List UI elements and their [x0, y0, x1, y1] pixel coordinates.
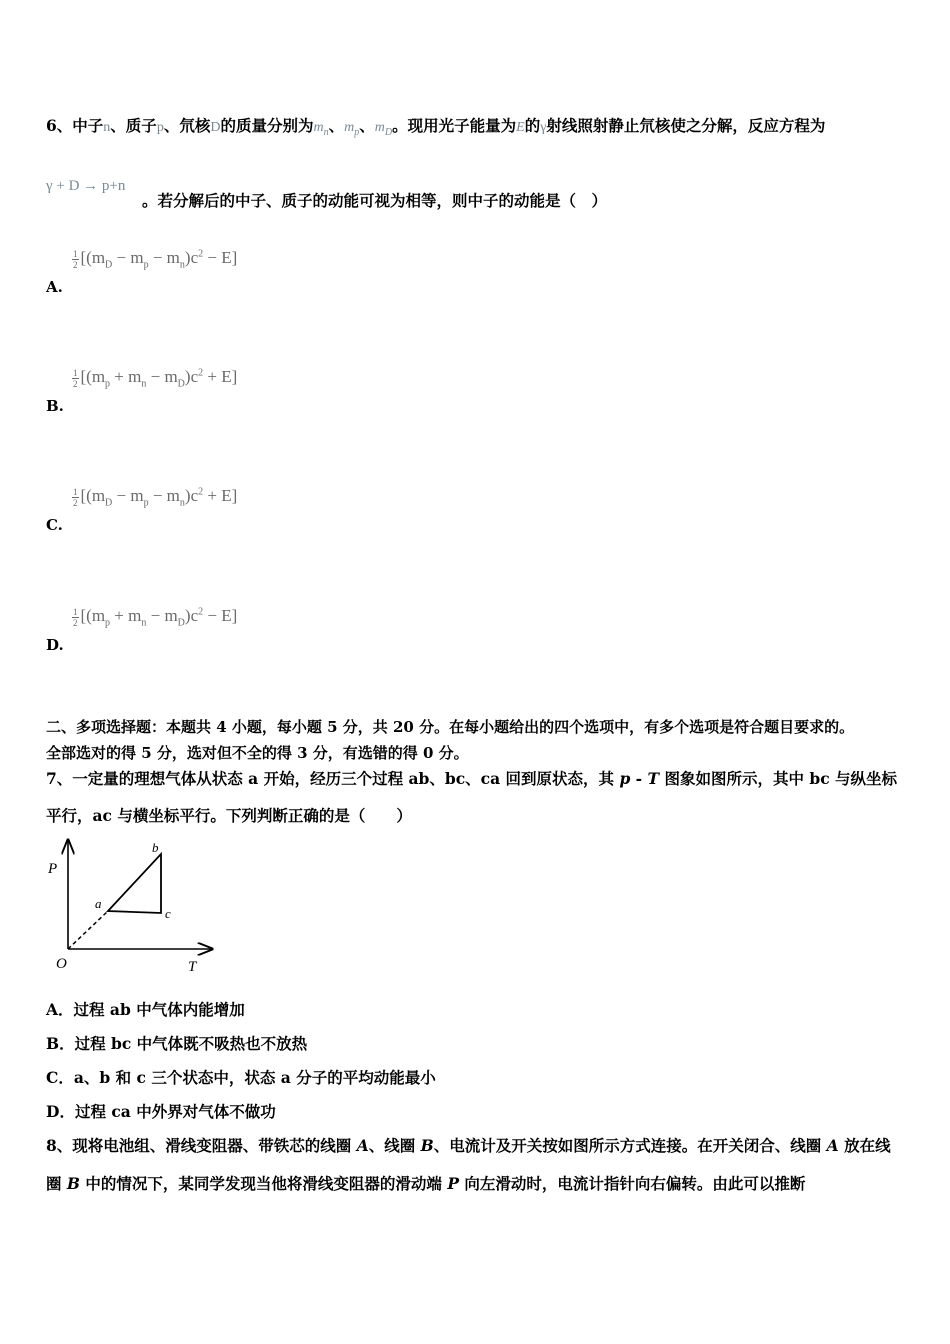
q8-text: 8、现将电池组、滑线变阻器、带铁芯的线圈 — [46, 1136, 357, 1155]
q7-stem-line1 — [46, 767, 897, 789]
fraction-denominator: 2 — [73, 259, 78, 270]
mass-mp — [344, 120, 360, 138]
q8-text: 中的情况下，某同学发现当他将滑线变阻器的滑动端 — [80, 1174, 448, 1193]
option-text: 过程 ab 中气体内能增加 — [73, 1000, 245, 1019]
q6-option-a-formula — [72, 248, 237, 270]
formula-part: − E] — [203, 248, 238, 267]
q6-option-c-formula — [72, 486, 237, 508]
formula-sub: p — [143, 259, 149, 271]
q7-option-d[interactable] — [46, 1100, 276, 1122]
mass-subscript: n — [323, 126, 329, 138]
formula-part: )c — [184, 486, 199, 505]
fraction-numerator: 1 — [73, 606, 78, 617]
fraction-denominator: 2 — [73, 378, 78, 389]
q6-text: 、质子 — [110, 116, 157, 135]
mass-subscript: p — [354, 126, 360, 138]
energy-symbol: E — [516, 120, 525, 135]
pt-graph-label: p - T — [619, 769, 660, 788]
formula-part: + E] — [203, 367, 238, 386]
formula-part: − m — [112, 248, 144, 267]
q8-text: 、线圈 — [368, 1136, 421, 1155]
q8-stem-line1 — [46, 1134, 891, 1156]
separator: 、 — [328, 116, 345, 135]
deuteron-symbol: D — [210, 120, 221, 135]
q6-text: 。现用光子能量为 — [392, 116, 517, 135]
formula-part: )c — [184, 606, 199, 625]
q6-stem-line1 — [46, 114, 825, 138]
option-text: a、b 和 c 三个状态中，状态 a 分子的平均动能最小 — [73, 1068, 436, 1087]
option-letter: D． — [46, 1102, 75, 1121]
origin-label: O — [56, 956, 67, 972]
half-fraction — [72, 487, 79, 508]
formula-part: + m — [110, 606, 142, 625]
formula-sub: n — [141, 378, 147, 390]
half-fraction — [72, 607, 79, 628]
formula-part: + E] — [203, 486, 238, 505]
q6-option-d-letter[interactable]: D. — [46, 636, 64, 654]
point-a-label: a — [95, 896, 102, 911]
formula-sup: 2 — [198, 486, 204, 498]
q8-stem-line2 — [46, 1172, 805, 1194]
formula-sub: p — [143, 497, 149, 509]
q7-stem-line2: 平行，ac 与横坐标平行。下列判断正确的是（ ） — [46, 806, 412, 825]
formula-part: − m — [148, 486, 180, 505]
q7-text: 图象如图所示，其中 bc 与纵坐标 — [659, 769, 898, 788]
formula-sup: 2 — [198, 367, 204, 379]
q8-text: 、电流计及开关按如图所示方式连接。在开关闭合、线圈 — [433, 1136, 827, 1155]
section2-instructions-line1: 二、多项选择题：本题共 4 小题，每小题 5 分，共 20 分。在每小题给出的四个选项中，有多个选项是符合题目要求的。 — [46, 718, 855, 736]
formula-part: [(m — [80, 486, 106, 505]
reaction-equation: γ + D → p+n — [46, 178, 126, 194]
q6-option-d-formula — [72, 606, 237, 628]
mass-md — [374, 120, 393, 138]
formula-part: + m — [110, 367, 142, 386]
fraction-numerator: 1 — [73, 367, 78, 378]
formula-sub: n — [141, 617, 147, 629]
coil-a-label: A — [826, 1136, 839, 1155]
slider-p-label: P — [447, 1174, 459, 1193]
fraction-denominator: 2 — [73, 617, 78, 628]
q6-option-c-letter[interactable]: C. — [46, 516, 63, 534]
formula-part: − m — [146, 367, 178, 386]
formula-part: − m — [148, 248, 180, 267]
point-b-label: b — [152, 840, 159, 855]
q6-equation — [46, 176, 125, 195]
q7-text: 7、一定量的理想气体从状态 a 开始，经历三个过程 ab、bc、ca 回到原状态，其 — [46, 769, 620, 788]
formula-sup: 2 — [198, 248, 204, 260]
q6-text: 、氘核 — [163, 116, 211, 135]
section2-instructions-line2: 全部选对的得 5 分，选对但不全的得 3 分，有选错的得 0 分。 — [46, 744, 469, 762]
formula-sup: 2 — [198, 606, 204, 618]
formula-part: − E] — [203, 606, 238, 625]
formula-part: [(m — [80, 606, 106, 625]
mass-letter: m — [313, 120, 324, 135]
coil-b-label: B — [420, 1136, 434, 1155]
formula-part: )c — [184, 248, 199, 267]
fraction-numerator: 1 — [73, 248, 78, 259]
proton-symbol: p — [156, 120, 164, 135]
abc-cycle-triangle — [108, 854, 161, 913]
option-letter: A． — [46, 1000, 74, 1019]
q6-text: 射线照射静止氘核使之分解，反应方程为 — [546, 116, 826, 135]
formula-sub: D — [177, 378, 185, 390]
formula-sub: n — [179, 497, 185, 509]
q6-text: 6、中子 — [46, 116, 104, 135]
q6-option-b-formula — [72, 367, 237, 389]
q7-option-b[interactable] — [46, 1032, 307, 1054]
formula-part: − m — [146, 606, 178, 625]
mass-mn — [313, 120, 329, 138]
formula-part: − m — [112, 486, 144, 505]
formula-sub: D — [105, 497, 113, 509]
coil-a-label: A — [356, 1136, 369, 1155]
q7-option-c[interactable] — [46, 1066, 436, 1088]
q8-text: 放在线 — [838, 1136, 891, 1155]
option-letter: C． — [46, 1068, 74, 1087]
point-c-label: c — [165, 906, 171, 921]
fraction-numerator: 1 — [73, 486, 78, 497]
gamma-symbol: γ — [540, 120, 547, 135]
formula-sub: D — [177, 617, 185, 629]
option-text: 过程 ca 中外界对气体不做功 — [74, 1102, 276, 1121]
option-letter: B． — [46, 1034, 75, 1053]
q6-option-a-letter[interactable]: A. — [46, 278, 63, 296]
formula-sub: p — [105, 617, 111, 629]
separator: 、 — [359, 116, 375, 135]
q6-option-b-letter[interactable]: B. — [46, 397, 64, 415]
q6-text: 的质量分别为 — [220, 116, 314, 135]
formula-part: )c — [184, 367, 199, 386]
formula-sub: p — [105, 378, 111, 390]
neutron-symbol: n — [103, 120, 111, 135]
formula-part: [(m — [80, 248, 106, 267]
mass-letter: m — [374, 120, 385, 135]
option-text: 过程 bc 中气体既不吸热也不放热 — [74, 1034, 308, 1053]
half-fraction — [72, 249, 79, 270]
fraction-denominator: 2 — [73, 497, 78, 508]
q7-option-a[interactable] — [46, 998, 245, 1020]
formula-sub: n — [179, 259, 185, 271]
q8-text: 圈 — [46, 1174, 67, 1193]
q6-text: 的 — [524, 116, 541, 135]
origin-dashed-line — [68, 911, 108, 949]
coil-b-label: B — [66, 1174, 81, 1193]
y-axis-label: P — [48, 861, 58, 877]
x-axis-label: T — [188, 959, 197, 975]
half-fraction — [72, 368, 79, 389]
q8-text: 向左滑动时，电流计指针向右偏转。由此可以推断 — [458, 1174, 806, 1193]
mass-subscript: D — [384, 126, 393, 138]
q7-pt-graph — [40, 832, 220, 977]
mass-letter: m — [344, 120, 355, 135]
formula-part: [(m — [80, 367, 106, 386]
formula-sub: D — [105, 259, 113, 271]
q6-stem-line2: 。若分解后的中子、质子的动能可视为相等，则中子的动能是（ ） — [142, 191, 608, 210]
